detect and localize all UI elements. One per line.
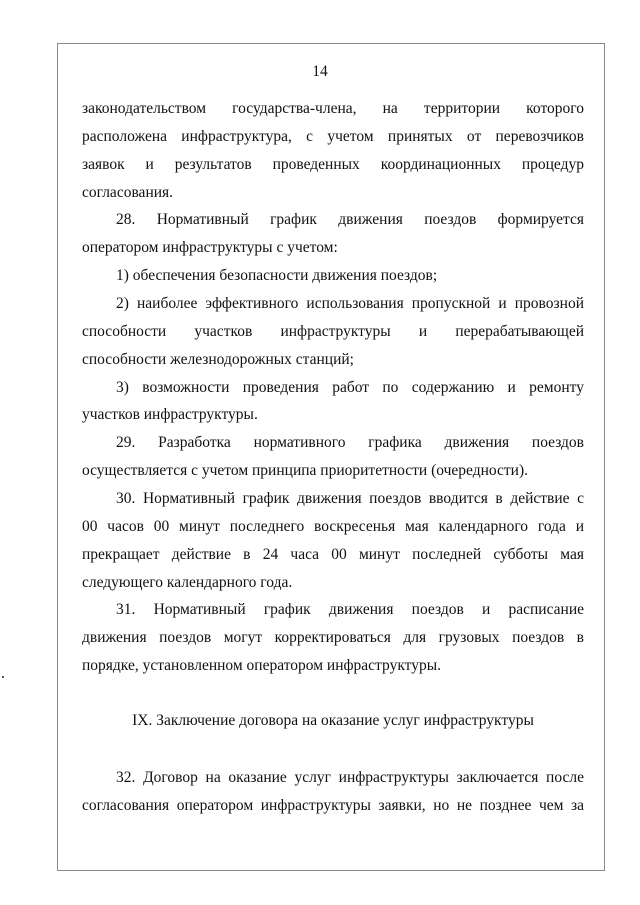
scan-mark (2, 676, 4, 678)
text-line: оператором инфраструктуры с учетом: (82, 239, 338, 256)
text-line: 2) наиболее эффективного использования пропускной и провозной (116, 295, 584, 312)
text-line: 31. Нормативный график движения поездов и расписание (116, 601, 584, 618)
text-line: осуществляется с учетом принципа приоритетности (очередности). (82, 462, 529, 479)
text-line: 00 часов 00 минут последнего воскресенья мая календарного года и (82, 518, 584, 535)
text-line: согласования. (82, 184, 174, 201)
text-line: 32. Договор на оказание услуг инфраструктуры заключается после (116, 769, 584, 786)
text-line: движения поездов могут корректироваться для грузовых поездов в (82, 629, 584, 646)
text-line: прекращает действие в 24 часа 00 минут последней субботы мая (82, 546, 584, 563)
text-line: 29. Разработка нормативного графика движения поездов (116, 434, 584, 451)
text-line: способности участков инфраструктуры и перерабатывающей (82, 323, 584, 340)
text-line: законодательством государства-члена, на территории которого (82, 100, 584, 117)
text-line: участков инфраструктуры. (82, 406, 258, 423)
text-line: заявок и результатов проведенных координационных процедур (82, 156, 584, 173)
text-line: 30. Нормативный график движения поездов вводится в действие с (116, 490, 584, 507)
section-heading: IX. Заключение договора на оказание услуг инфраструктуры (132, 712, 534, 729)
text-line: согласования оператором инфраструктуры заявки, но не позднее чем за (82, 797, 584, 814)
text-line: 1) обеспечения безопасности движения поездов; (116, 267, 438, 284)
text-line: следующего календарного года. (82, 574, 293, 591)
page-number: 14 (312, 63, 328, 80)
text-line: 28. Нормативный график движения поездов формируется (116, 211, 584, 228)
text-line: способности железнодорожных станций; (82, 351, 354, 368)
text-line: порядке, установленном оператором инфраструктуры. (82, 657, 442, 674)
text-line: расположена инфраструктура, с учетом принятых от перевозчиков (82, 128, 584, 145)
text-line: 3) возможности проведения работ по содержанию и ремонту (116, 379, 584, 396)
